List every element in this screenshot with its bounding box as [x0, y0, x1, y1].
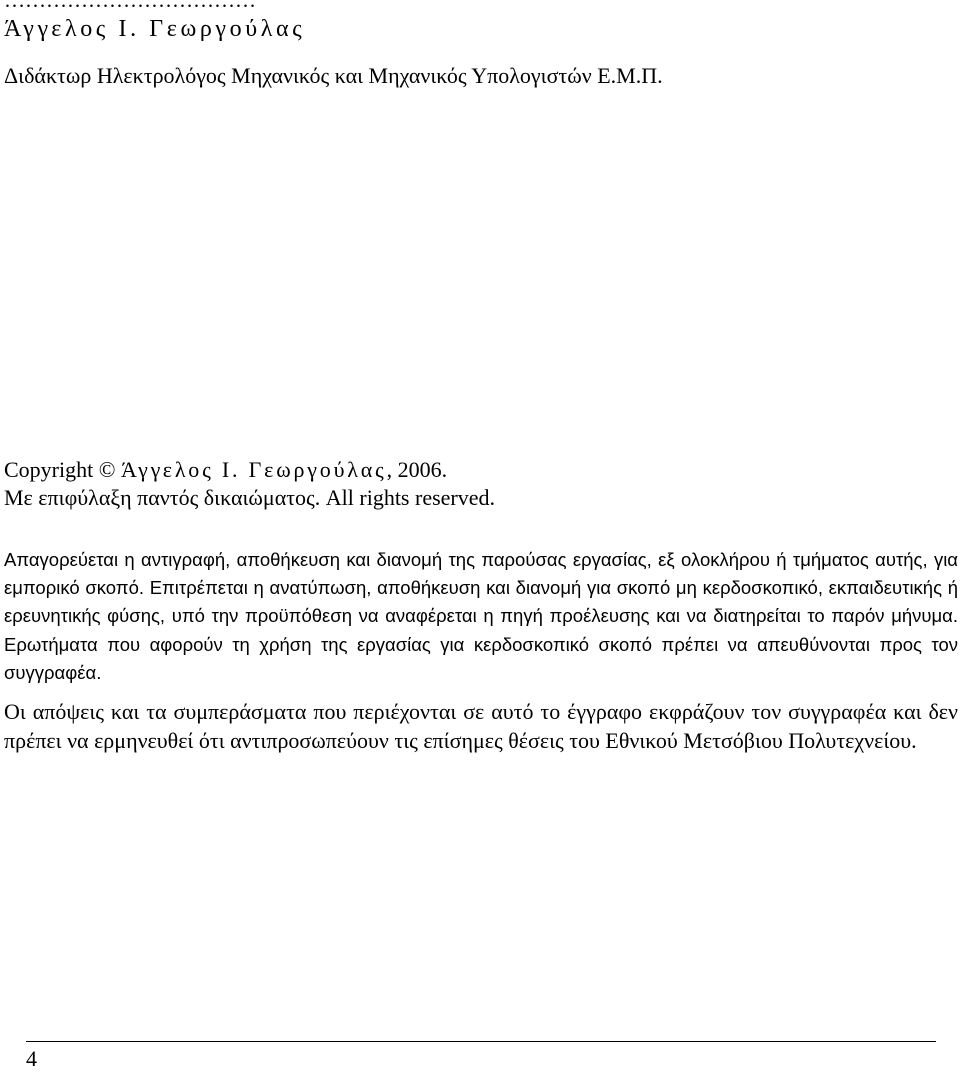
rights-reserved: Με επιφύλαξη παντός δικαιώματος. All rights reserved. — [4, 485, 496, 510]
signature-line: ……………………………… — [4, 0, 256, 12]
footer-divider — [26, 1041, 936, 1042]
page-number: 4 — [26, 1046, 37, 1071]
copyright-holder: Άγγελος Ι. Γεωργούλας — [120, 457, 387, 482]
author-title: Διδάκτωρ Ηλεκτρολόγος Μηχανικός και Μηχανικός Υπολογιστών Ε.Μ.Π. — [4, 63, 663, 88]
author-name: Άγγελος Ι. Γεωργούλας — [4, 16, 306, 42]
copyright-notice — [4, 456, 447, 484]
disclaimer-paragraph: Οι απόψεις και τα συμπεράσματα που περιέχονται σε αυτό το έγγραφο εκφράζουν τον συγγραφέα και δεν πρέπει να ερμηνευθεί ότι αντιπροσωπεύουν τις επίσημες θέσεις του Εθνικού Μετσόβιου Πολυτεχνείου. — [4, 699, 958, 753]
copyright-year: , 2006. — [386, 457, 448, 482]
usage-terms-paragraph: Απαγορεύεται η αντιγραφή, αποθήκευση και διανομή της παρούσας εργασίας, εξ ολοκλήρου ή τμήματος αυτής, για εμπορικό σκοπό. Επιτρέπεται η ανατύπωση, αποθήκευση και διανομή για σκοπό μη κερδοσκοπικό, εκπαιδευτικής ή ερευνητικής φύσης, υπό την προϋπόθεση να αναφέρεται η πηγή προέλευσης και να διατηρείται το παρόν μήνυμα. Ερωτήματα που αφορούν τη χρήση της εργασίας για κερδοσκοπικό σκοπό πρέπει να απευθύνονται προς τον συγγραφέα. — [4, 549, 958, 683]
copyright-prefix: Copyright © — [4, 457, 121, 482]
